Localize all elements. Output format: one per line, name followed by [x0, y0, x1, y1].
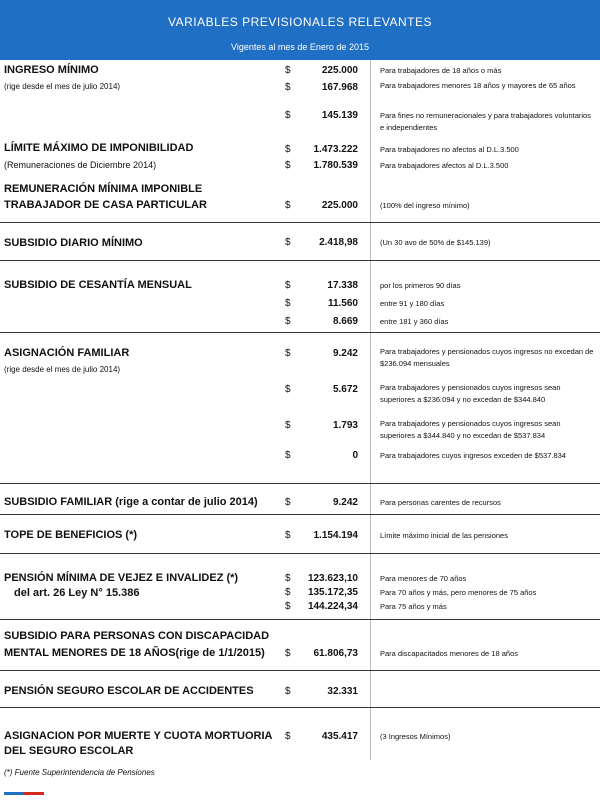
- currency: $: [285, 280, 291, 291]
- description: Para 70 años y más, pero menores de 75 años: [380, 588, 537, 597]
- divider: [0, 332, 600, 333]
- label-asignacion-muerte: ASIGNACION POR MUERTE Y CUOTA MORTUORIA: [4, 730, 273, 742]
- label-ingreso-minimo: INGRESO MÍNIMO: [4, 64, 99, 76]
- divider: [0, 514, 600, 515]
- currency: $: [285, 200, 291, 211]
- currency: $: [285, 573, 291, 584]
- amount: 225.000: [321, 65, 358, 76]
- currency: $: [285, 420, 291, 431]
- label-remuneracion-minima: REMUNERACIÓN MÍNIMA IMPONIBLE: [4, 183, 203, 195]
- amount: 1.473.222: [313, 144, 358, 155]
- currency: $: [285, 298, 291, 309]
- description: Para trabajadores de 18 años o más: [380, 66, 502, 75]
- currency: $: [285, 348, 291, 359]
- divider: [0, 670, 600, 671]
- page-subtitle: Vigentes al mes de Enero de 2015: [231, 42, 369, 52]
- amount: 8.669: [332, 316, 358, 327]
- description: Para 75 años y más: [380, 602, 447, 611]
- amount: 0: [352, 450, 358, 461]
- currency: $: [285, 144, 291, 155]
- label-limite-maximo: LÍMITE MÁXIMO DE IMPONIBILIDAD: [4, 142, 194, 154]
- description: Para trabajadores no afectos al D.L.3.500: [380, 145, 519, 154]
- description: Límite máximo inicial de las pensiones: [380, 531, 508, 540]
- description: Para trabajadores afectos al D.L.3.500: [380, 161, 509, 170]
- amount: 145.139: [321, 110, 358, 121]
- description: Para trabajadores y pensionados cuyos ingresos sean superiores a $344.840 y no excedan de $537.834: [380, 419, 561, 440]
- currency: $: [285, 110, 291, 121]
- divider: [0, 222, 600, 223]
- currency: $: [285, 686, 291, 697]
- description: Para discapacitados menores de 18 años: [380, 649, 519, 658]
- currency: $: [285, 530, 291, 541]
- description: (Un 30 avo de 50% de $145.139): [380, 238, 491, 247]
- description: por los primeros 90 días: [380, 281, 461, 290]
- label-asignacion-familiar: ASIGNACIÓN FAMILIAR: [4, 347, 130, 359]
- currency: $: [285, 237, 291, 248]
- label-asignacion-muerte-2: DEL SEGURO ESCOLAR: [4, 745, 134, 757]
- label-pension-seguro-escolar: PENSIÓN SEGURO ESCOLAR DE ACCIDENTES: [4, 685, 254, 697]
- label-pension-minima-2: del art. 26 Ley N° 15.386: [14, 587, 140, 599]
- footer-source-text: (*) Fuente Superintendencia de Pensiones: [4, 768, 155, 777]
- amount: 167.968: [321, 82, 358, 93]
- amount: 1.793: [332, 420, 358, 431]
- footer-source: [4, 768, 155, 777]
- sub-asignacion-familiar: (rige desde el mes de julio 2014): [4, 365, 121, 374]
- divider: [0, 260, 600, 261]
- divider: [0, 619, 600, 620]
- description: Para personas carentes de recursos: [380, 498, 501, 507]
- amount: 144.224,34: [307, 601, 358, 612]
- sub-ingreso-minimo: (rige desde el mes de julio 2014): [4, 82, 121, 91]
- label-pension-minima: PENSIÓN MÍNIMA DE VEJEZ E INVALIDEZ (*): [4, 572, 239, 584]
- label-subsidio-familiar: SUBSIDIO FAMILIAR (rige a contar de julio 2014): [4, 496, 258, 508]
- amount: 225.000: [321, 200, 358, 211]
- currency: $: [285, 384, 291, 395]
- currency: $: [285, 82, 291, 93]
- label-tope-beneficios: TOPE DE BENEFICIOS (*): [4, 529, 138, 541]
- description: entre 181 y 360 días: [380, 317, 449, 326]
- currency: $: [285, 497, 291, 508]
- currency: $: [285, 601, 291, 612]
- sub-limite-maximo: (Remuneraciones de Diciembre 2014): [4, 160, 157, 170]
- label-subsidio-cesantia: SUBSIDIO DE CESANTÍA MENSUAL: [4, 279, 192, 291]
- flag-bar: [4, 782, 44, 785]
- currency: $: [285, 648, 291, 659]
- currency: $: [285, 65, 291, 76]
- amount: 11.560: [327, 298, 358, 309]
- amount: 135.172,35: [307, 587, 358, 598]
- amount: 123.623,10: [307, 573, 358, 584]
- divider: [0, 483, 600, 484]
- flag-red: [24, 792, 44, 795]
- currency: $: [285, 316, 291, 327]
- amount: 9.242: [332, 348, 358, 359]
- amount: 2.418,98: [319, 237, 358, 248]
- label-subsidio-discapacidad-2: MENTAL MENORES DE 18 AÑOS(rige de 1/1/2015): [4, 647, 265, 659]
- amount: 61.806,73: [313, 648, 358, 659]
- label-subsidio-diario: SUBSIDIO DIARIO MÍNIMO: [4, 237, 143, 249]
- description: Para trabajadores y pensionados cuyos ingresos no excedan de $236.094 mensuales: [380, 347, 594, 368]
- column-divider: [370, 60, 371, 760]
- description: entre 91 y 180 días: [380, 299, 445, 308]
- currency: $: [285, 160, 291, 171]
- flag-blue: [4, 792, 24, 795]
- description: Para trabajadores y pensionados cuyos ingresos sean superiores a $236.094 y no excedan de $344.840: [380, 383, 561, 404]
- amount: 5.672: [332, 384, 358, 395]
- amount: 17.338: [327, 280, 358, 291]
- page-title: VARIABLES PREVISIONALES RELEVANTES: [168, 15, 432, 29]
- amount: 1.780.539: [313, 160, 358, 171]
- description: Para trabajadores cuyos ingresos exceden de $537.834: [380, 451, 566, 460]
- amount: 1.154.194: [313, 530, 358, 541]
- currency: $: [285, 450, 291, 461]
- divider: [0, 553, 600, 554]
- description: Para menores de 70 años: [380, 574, 467, 583]
- header-banner: [0, 0, 600, 60]
- currency: $: [285, 731, 291, 742]
- description: Para trabajadores menores 18 años y mayores de 65 años: [380, 81, 576, 90]
- amount: 9.242: [332, 497, 358, 508]
- description: (3 Ingresos Mínimos): [380, 732, 451, 741]
- currency: $: [285, 587, 291, 598]
- amount: 32.331: [327, 686, 358, 697]
- label-subsidio-discapacidad: SUBSIDIO PARA PERSONAS CON DISCAPACIDAD: [4, 630, 270, 642]
- description: Para fines no remuneracionales y para trabajadores voluntarios e independientes: [380, 111, 591, 132]
- description: (100% del ingreso mínimo): [380, 201, 470, 210]
- amount: 435.417: [321, 731, 358, 742]
- divider: [0, 707, 600, 708]
- label-remuneracion-minima-2: TRABAJADOR DE CASA PARTICULAR: [4, 199, 207, 211]
